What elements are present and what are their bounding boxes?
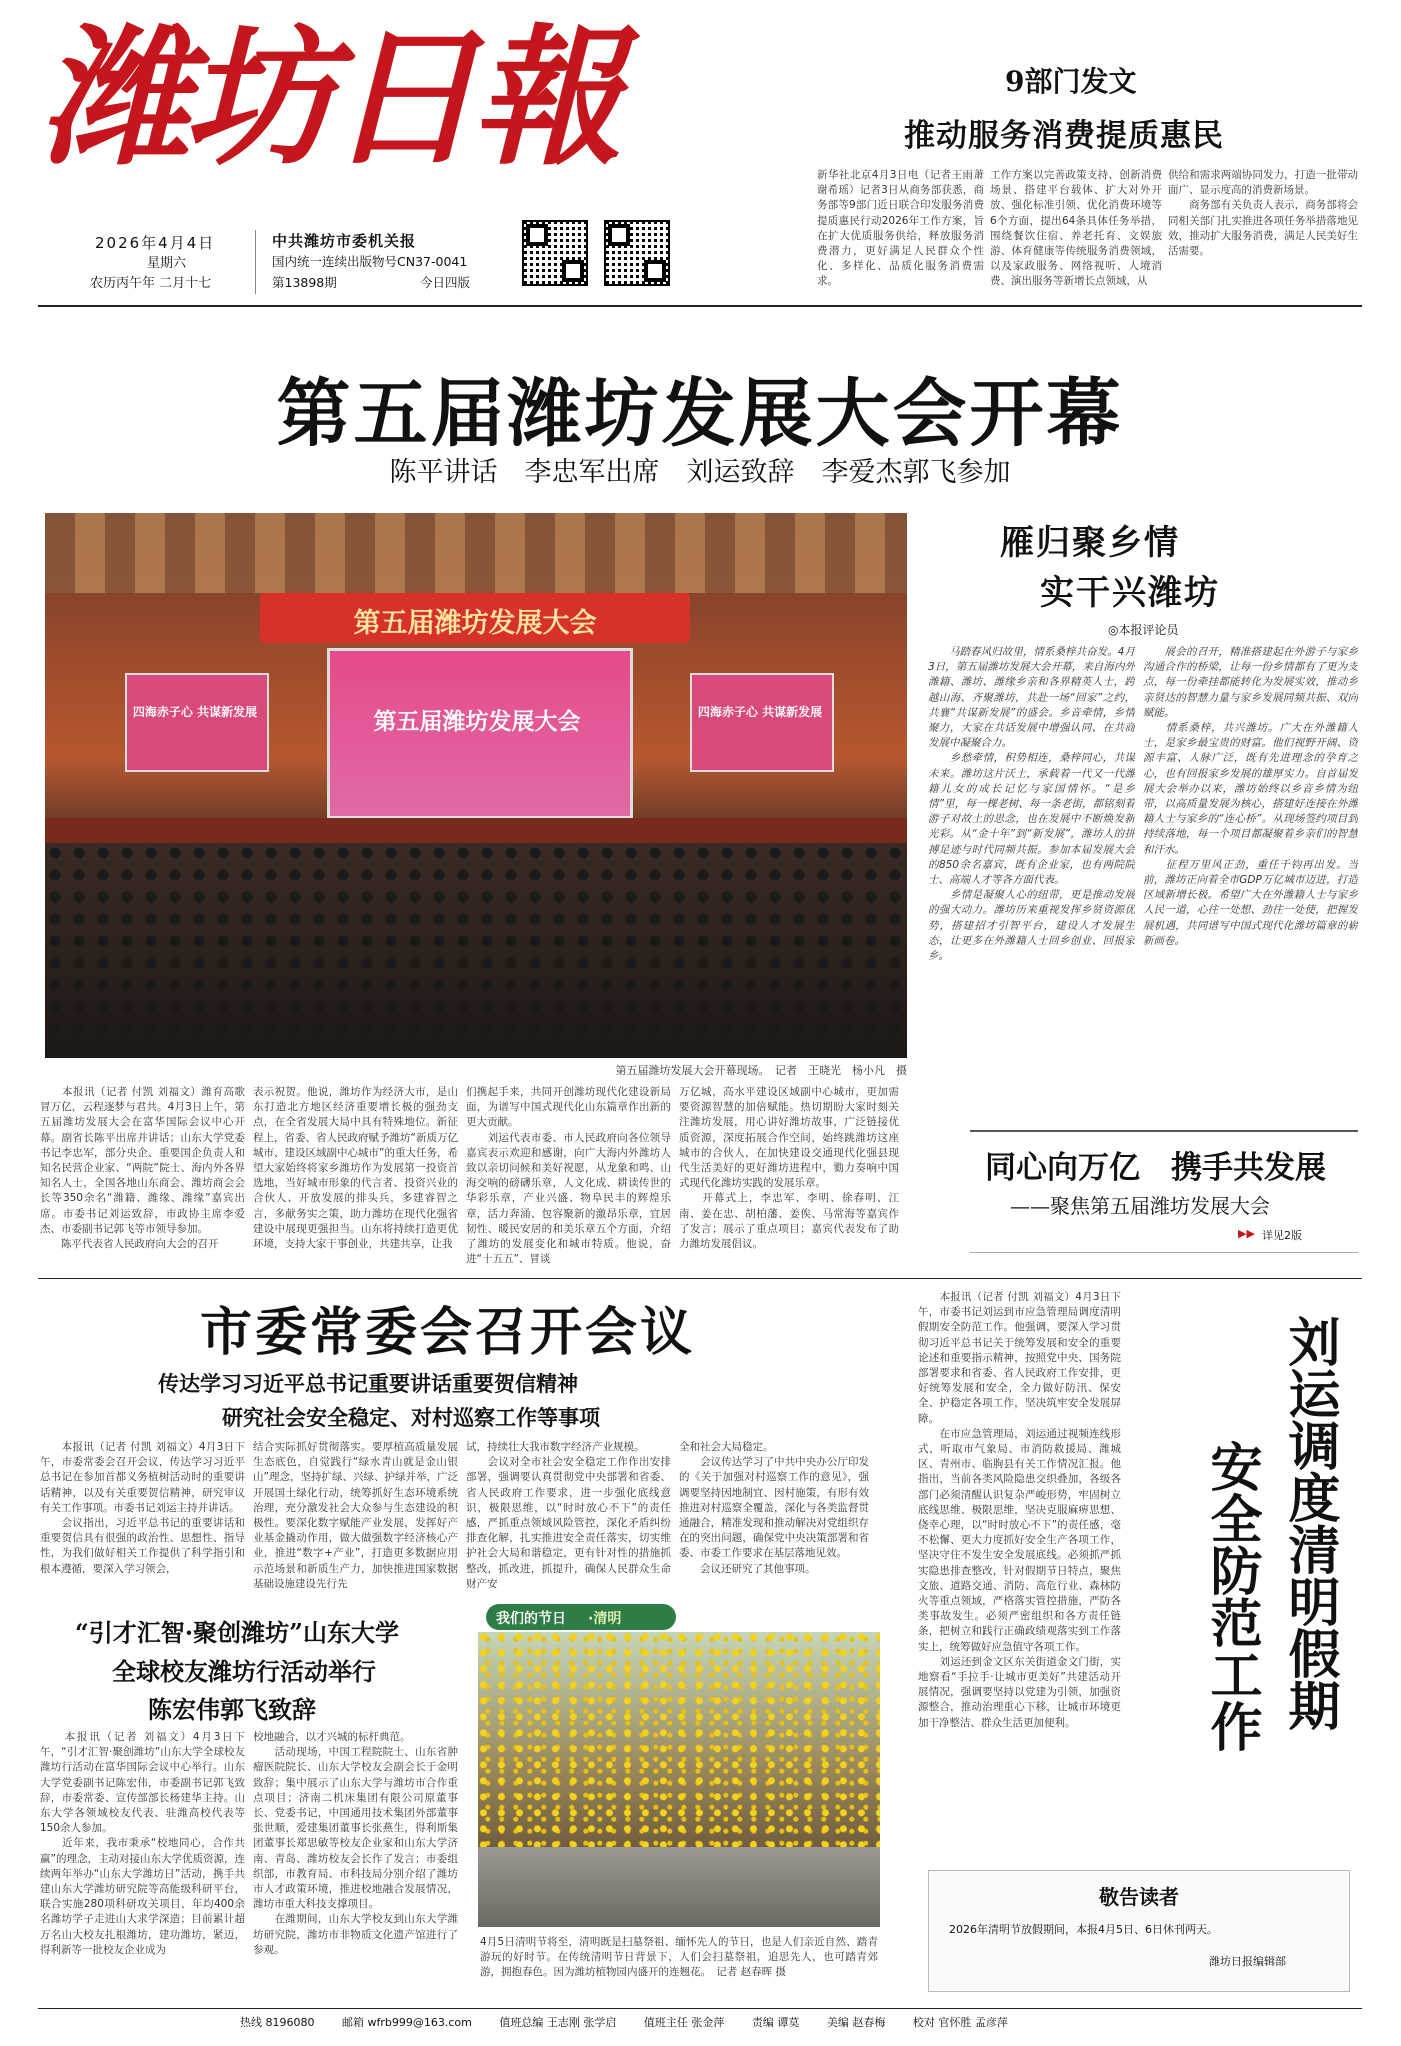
screen-center-text: 第五届潍坊发展大会 [373,708,581,735]
forsythia-photo [478,1632,880,1927]
footer-bar [240,2014,1340,2034]
holiday-tag-text: 我们的节日 [496,1611,566,1627]
feature-box[interactable] [970,1130,1358,1253]
feature-subtitle: ——聚焦第五届潍坊发展大会 [1010,1194,1270,1218]
notice-sign: 潍坊日报编辑部 [1209,1955,1286,1968]
committee-sub2: 研究社会安全稳定、对村巡察工作等事项 [222,1406,600,1430]
notice-box [928,1870,1350,1992]
masthead-divider [255,230,256,294]
headline-title: 第五届潍坊发展大会开幕 [276,371,1124,457]
footer-proofreader: 校对 官怀胜 孟彦萍 [912,2016,1008,2029]
feature-link[interactable]: 详见2版 [1262,1229,1302,1242]
committee-col2: 结合实际抓好贯彻落实。要厚植高质量发展生态底色，自觉践行“绿水青山就是金山银山”理念，坚持扩绿、兴绿、护绿并举，广泛开展国土绿化行动，统筹抓好生态环境系统治理，充分激发社会大众参与生态建设的积极性。要深化数字赋能产业发展，发挥好产业基金撬动作用，做大做强数字经济核心产业，推进“数字+产业”，打造更多数据应用示范场景和新质生产力，加快推进国家数据基础设施建设先行先 [253,1441,458,1590]
masthead-date: 2026年4月4日 [95,234,216,252]
feature-title: 同心向万亿 携手共发展 [985,1150,1326,1186]
top-news-col1: 新华社北京4月3日电（记者王雨萧 谢希瑶）记者3日从商务部获悉，商务部等9部门近日联合印发服务消费提质惠民行动2026年工作方案，旨在扩大优质服务供给，释放服务消费潜力，更好满足人民群众个性化、多样化、品质化服务消费需求。 [817,169,984,288]
top-news-col3: 供给和需求两端协同发力，打造一批带动面广、显示度高的消费新场景。 商务部有关负责人表示，商务部将会同相关部门扎实推进各项任务举措落地见效，推动扩大服务消费，满足人民美好生活需要。 [1168,169,1358,258]
committee-title: 市委常委会召开会议 [200,1302,696,1363]
headline-subtitle: 陈平讲话 李忠军出席 刘运致辞 李爱杰郭飞参加 [389,457,1011,488]
conference-col4: 万亿城，高水平建设区域副中心城市，更加需要资源智慧的加倍赋能。热切期盼大家时刻关注潍坊发展，用心讲好潍坊故事，广泛链接优质资源，深度拓展合作空间，始终跳潍坊这座城市的合伙人，在加快建设交通现代化强县现代生活美好的更好潍坊进程中，勠力奏响中国式现代化潍坊实践的发展乐章。 开幕式上，李忠军、李明、徐春明、江南、姜在忠、胡柏藩、姜俟、马常海等嘉宾作了发言；展示了重点项目；嘉宾代表发布了助力潍坊发展倡议。 [679,1086,899,1251]
notice-title: 敬告读者 [1099,1885,1179,1909]
footer-email: 邮箱 wfrb999@163.com [342,2016,472,2029]
notice-body: 2026年清明节放假期间，本报4月5日、6日休刊两天。 [949,1923,1218,1936]
conference-photo [45,513,907,1058]
masthead-weekday: 星期六 [147,256,187,271]
conference-col2: 表示祝贺。他说，潍坊作为经济大市，是山东打造北方地区经济重要增长极的强劲支点，在全省发展大局中具有特殊地位。新征程上，省委、省人民政府赋予潍坊“新质万亿城市、建设区域副中心城市”的重大任务，希望大家始终将家乡潍坊作为发展第一投资首选地，当好城市形象的代言者、投资兴业的合伙人、开放发展的排头兵，多建睿智之言，多献务实之策，助力潍坊在现代化强省建设中展现更强担当。山东将持续打造更优环境，支持大家干事创业，共建共享，让我 [253,1086,458,1251]
screen-side-text-right: 四海赤子心 共谋新发展 [697,705,823,719]
footer-duty-director: 值班主任 张金萍 [643,2016,725,2029]
masthead-pages: 今日四版 [420,275,471,290]
safety-col: 本报讯（记者 付凯 刘福文）4月3日下午，市委书记刘运到市应急管理局调度清明假期安全防范工作。他强调，要深入学习贯彻习近平总书记关于统筹发展和安全的重要论述和重要指示精神，按照党中央、国务院部署要求和省委、省人民政府工作安排，更好统筹发展和安全，全力做好防汛、保安全、护稳定各项工作，坚决筑牢安全发展屏障。 在市应急管理局，刘运通过视频连线形式，听取市气象局、市消防救援局、潍城区、青州市、临朐县有关工作情况汇报。他指出，当前各类风险隐患交织叠加，各级各部门必须清醒认识复杂严峻形势，牢固树立底线思维、极限思维，坚决克服麻痹思想、侥幸心理，以“时时放心不下”的责任感，毫不松懈、更大力度抓好安全生产各项工作，坚决守住不发生安全发展底线。必须抓严抓实隐患排查整改，针对假期节日特点，聚焦文旅、道路交通、消防、高危行业、森林防火等重点领域，严格落实管控措施，严防各类事故发生。必须严密组织和各方责任链条，把树立和践行正确政绩观落实到工作落实上，统筹做好应急值守各项工作。 刘运还到金文区东关街道金文门街，实地察看“手拉手·让城市更美好”共建活动开展情况，强调要坚持以党建为引领，加强资源整合，推动治理重心下移，让城市环境更加干净整洁、群众生活更加便利。 [918,1291,1121,1729]
commentary-col1: 马踏春风归故里，情系桑梓共奋发。4月3日，第五届潍坊发展大会开幕，来自海内外潍籍、潍坊、潍缘乡亲和各界精英人士，跨越山海、齐聚潍坊，共赴一场“回家”之约，共襄“共谋新发展”的盛会。乡音牵情，乡情聚力，大家在共话发展中增强认同、在共商发展中凝聚合力。 乡愁牵情，积势相连，桑梓同心，共谋未来。潍坊这片沃土，承载着一代又一代潍籍儿女的成长记忆与家国情怀。“是乡情”里，每一棵老树、每一条老街，都铭刻着游子对故土的思念，也在发展中不断焕发新光彩。从“金十年”到“新发展”，潍坊人的拼搏足迹与时代同频共振。参加本届发展大会的850余名嘉宾，既有企业家，也有两院院士、高端人才等各方面代表。 乡情是凝聚人心的纽带，更是推动发展的强大动力。潍坊历来重视发挥乡贤资源优势，搭建招才引智平台，建设人才发展生态，让更多在外潍籍人士回乡创业、回报家乡。 [928,646,1135,963]
screen-side-text-left: 四海赤子心 共谋新发展 [132,705,258,719]
alumni-title2: 全球校友潍坊行活动举行 [112,1657,376,1686]
committee-col4: 全和社会大局稳定。 会议传达学习了中共中央办公厅印发的《关于加强对村巡察工作的意见》，强调要坚持因地制宜、因村施策，有形有效推进对村巡察全覆盖，深化与各类监督贯通融合，精准发现和推动解决对党组织存在的突出问题，确保党中央决策部署和省委、市委工作要求在基层落地见效。 会议还研究了其他事项。 [679,1441,869,1575]
committee-sub1: 传达学习习近平总书记重要讲话重要贺信精神 [158,1372,578,1396]
top-news-title1: 9部门发文 [1005,65,1137,98]
committee-col3: 试，持续壮大我市数字经济产业规模。 会议对全市社会安全稳定工作作出安排部署，强调要认真贯彻党中央部署和省委、省人民政府工作要求，进一步强化底线意识，极限思维，以“时时放心不下”的责任感，严抓重点领域风险管控，深化矛盾纠纷排查化解，扎实推进安全责任落实，切实维护社会大局和谐稳定，更有针对性的措施抓整改，抓改进，抓提升，确保人民群众生命财产安 [466,1441,671,1590]
top-news-title2: 推动服务消费提质惠民 [904,118,1224,154]
stage-screen-right [690,673,834,772]
holiday-tag-text2: ·清明 [588,1611,622,1627]
stage-screen-left [125,673,269,772]
alumni-col2: 校地融合，以才兴城的标杆典范。 活动现场，中国工程院院士、山东省肿瘤医院院长、山东大学校友会副会长于金明致辞；集中展示了山东大学与潍坊市合作重点项目；济南二机床集团有限公司原董事长、党委书记，中国通用技术集团外部董事张世顺，爱建集团董事长张燕生，得利斯集团董事长郑思敏等校友企业家和山东大学济南、青岛、潍坊校友会长作了发言；市委组织部，市教育局、市科技局分别介绍了潍坊市人才政策环境，推进校地融合发展情况，潍坊市重大科技支撑项目。 在潍期间，山东大学校友到山东大学潍坊研究院，潍坊市非物质文化遗产馆进行了参观。 [253,1731,458,1956]
conference-col3: 们携起手来，共同开创潍坊现代化建设新局面，为谱写中国式现代化山东篇章作出新的更大贡献。 刘运代表市委、市人民政府向各位领导嘉宾表示欢迎和感谢，向广大海内外潍坊人致以亲切问候和美好祝愿，从龙象和鸣、山海交响的磅礴乐章，人文化成、耕读传世的华彩乐章，产业兴盛、物阜民丰的辉煌乐章，活力奔涌、包容聚新的激昂乐章，宜居韧性、暖民安居的和美乐章五个方面，介绍了潍坊的发展变化和城市特质。他说，奋进“十五五”、冒谈 [466,1086,671,1266]
masthead-cn: 国内统一连续出版物号CN37-0041 [272,254,468,269]
safety-vertical-title2: 安全防范工作 [1201,1440,1262,1752]
holiday-tag [486,1604,676,1630]
holiday-caption: 4月5日清明节将至，清明既是扫墓祭祖、缅怀先人的节日，也是人们亲近自然、踏青游玩的好时节。在传统清明节日背景下，人们会扫墓祭祖，追思先人，也可踏青郊游，拥抱春色。因为潍坊植物园内盛开的连翘花。 记者 赵春晖 摄 [480,1936,878,1979]
alumni-title1: “引才汇智·聚创潍坊”山东大学 [75,1618,399,1647]
stage-banner-text: 第五届潍坊发展大会 [353,608,597,639]
commentary-title1: 雁归聚乡情 [1000,523,1180,563]
footer-editor: 责编 谭莫 [751,2016,800,2029]
section-divider [38,1278,1362,1279]
qr-code-icon [522,220,588,286]
masthead-lunar: 农历丙午年 二月十七 [90,276,212,291]
audience [45,843,907,1058]
footer-art-editor: 美编 赵春梅 [826,2016,886,2029]
safety-vertical-title1: 刘运调度清明假期 [1279,1315,1340,1731]
photo-caption: 第五届潍坊发展大会开幕现场。 记者 王晓光 杨小凡 摄 [615,1064,907,1077]
footer-chief-editor: 值班总编 王志刚 张学启 [499,2016,617,2029]
qr-code-icon [604,220,670,286]
commentary-byline: ◎本报评论员 [1108,623,1179,637]
commentary-title2: 实干兴潍坊 [1040,573,1220,613]
photo-rocks [478,1847,880,1927]
footer-rule [38,2008,1362,2009]
commentary-col2: 展会的召开，精准搭建起在外游子与家乡沟通合作的桥梁，让每一份乡情都有了更为支点，每一份牵挂都能转化为发展实效，推动乡亲贤达的智慧力量与家乡发展同频共振、双向赋能。 情系桑梓，共兴潍坊。广大在外潍籍人士，是家乡最宝贵的财富。他们视野开阔、资源丰富、人脉广泛，既有先进理念的孕育之心，也有回报家乡发展的雄厚实力。自首届发展大会举办以来，潍坊始终以乡音乡情为纽带，以高质量发展为核心，搭建好连接在外潍籍人士与家乡的“连心桥”。从现场签约项目到持续落地，每一个项目都凝聚着乡亲们的智慧和汗水。 征程万里风正劲，重任千钧再出发。当前，潍坊正向着全市GDP万亿城市迈进，打造区域新增长极。希望广大在外潍籍人士与家乡人民一道，心往一处想、劲往一处使，把握发展机遇，共同谱写中国式现代化潍坊篇章的崭新画卷。 [1143,646,1358,947]
feature-link-arrow-icon: ▶▶ [1238,1227,1255,1240]
committee-col1: 本报讯（记者 付凯 刘福文）4月3日下午，市委常委会召开会议，传达学习习近平总书记在参加首都义务植树活动时的重要讲话精神，以及有关重要贺信精神，研究审议有关工作事项。市委书记刘运主持并讲话。 会议指出，习近平总书记的重要讲话和重要贺信具有很强的政治性、思想性、指导性，为我们做好相关工作提供了科学指引和根本遵循，要深入学习领会， [40,1441,245,1575]
masthead-title: 潍坊日報 [40,10,617,186]
masthead-rule [38,305,1362,307]
masthead-issue: 第13898期 [272,275,337,290]
alumni-col1: 本报讯（记者 刘福文）4月3日下午，“引才汇智·聚创潍坊”山东大学全球校友潍坊行活动在富华国际会议中心举行。山东大学党委副书记陈宏伟，市委副书记郭飞致辞，市委常委、宣传部部长杨建华主持。山东大学各领域校友代表、驻潍高校代表等150余人参加。 近年来，我市秉承“校地同心，合作共赢”的理念，主动对接山东大学优质资源，连续两年举办“山东大学潍坊日”活动，携手共建山东大学潍坊研究院等高能级科研平台，联合实施280项科研攻关项目，年均400余名潍坊学子走进山大求学深造；目前累计超万名山大校友扎根潍坊，建功潍坊，紧迈，得利新等一批校友企业成为 [40,1731,245,1956]
masthead-organ: 中共潍坊市委机关报 [272,232,417,250]
hall-ceiling [45,513,907,593]
footer-hotline: 热线 8196080 [240,2016,315,2029]
conference-col1: 本报讯（记者 付凯 刘福文）潍育高歌冒万亿，云程逐梦与君共。4月3日上午，第五届潍坊发展大会在富华国际会议中心开幕。副省长陈平出席并讲话；山东大学党委书记李忠军，部分央企、重要国企负责人和知名民营企业家、“两院”院士、海内外各界知名人士，全国各地山东商会、潍坊商会会长等350余名“潍籍、潍缘、潍缘”嘉宾出席。市委书记刘运致辞，市政协主席李爱杰、市委副书记郭飞等市领导参加。 陈平代表省人民政府向大会的召开 [40,1086,245,1251]
top-news-col2: 工作方案以完善政策支持、创新消费场景、搭建平台载体、扩大对外开放、强化标准引领、优化消费环境等6个方面，提出64条具体任务举措，围绕餐饮住宿、养老托育、文娱旅游、体育健康等传统服务消费领域，以及家政服务、网络视听、人境消费、演出服务等新增长点领域，从 [990,169,1162,288]
alumni-title3: 陈宏伟郭飞致辞 [148,1695,316,1724]
